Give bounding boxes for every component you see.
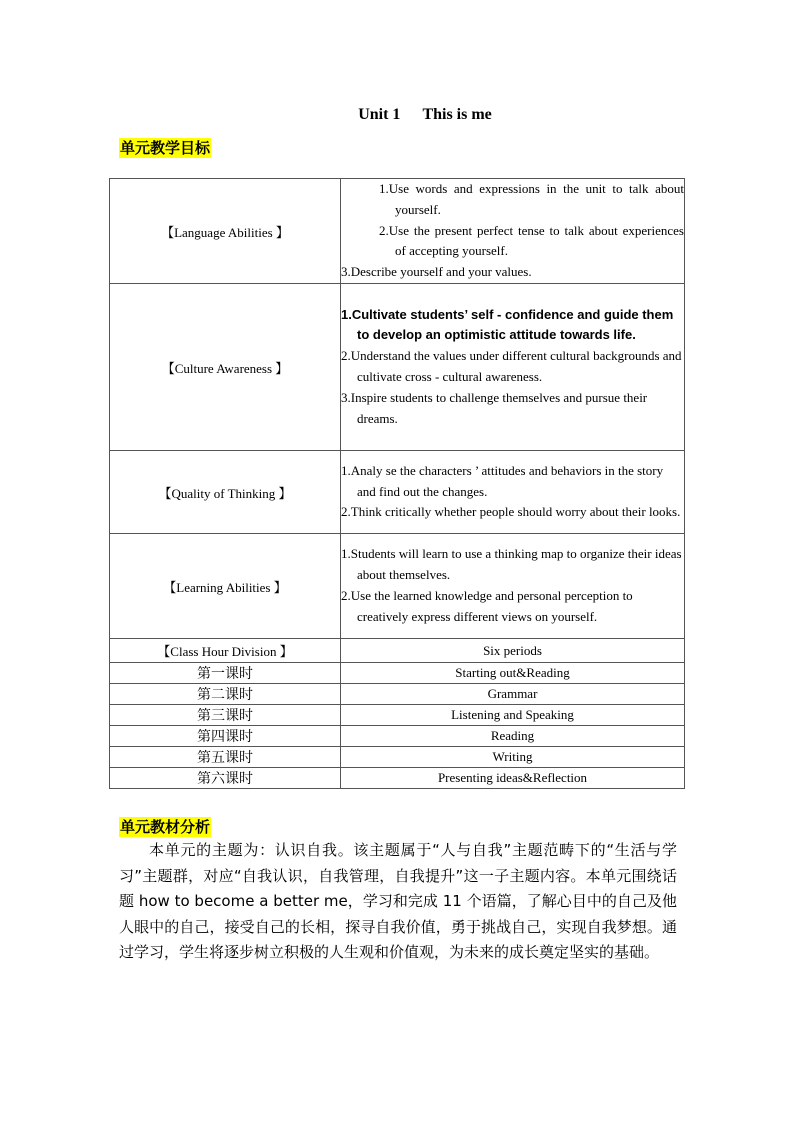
analysis-section: [119, 838, 677, 966]
class-hour-label: 【Class Hour Division 】: [110, 639, 341, 663]
list-item: 2.Think critically whether people should worry about their looks.: [341, 504, 681, 520]
table-row: [110, 726, 685, 747]
period-cell: 第五课时: [110, 747, 341, 768]
objective-label: 【Quality of Thinking 】: [110, 451, 341, 534]
table-row: [110, 534, 685, 639]
class-hour-total: Six periods: [341, 639, 685, 663]
period-cell: 第六课时: [110, 768, 341, 789]
table-row: [110, 284, 685, 451]
page-title: [0, 106, 794, 124]
list-item: 3.Describe yourself and your values.: [341, 264, 532, 280]
table-row: [110, 768, 685, 789]
list-item: 2.Use the present perfect tense to talk about experiences of accepting yourself.: [379, 222, 684, 259]
objective-content: [341, 284, 685, 451]
list-item: 1.Students will learn to use a thinking map to organize their ideas about themselves.: [341, 546, 682, 583]
objective-content: [341, 451, 685, 534]
table-row: [110, 451, 685, 534]
list-item: 3.Inspire students to challenge themselves and pursue their dreams.: [341, 389, 648, 426]
objective-label: 【Learning Abilities 】: [110, 534, 341, 639]
period-content: Grammar: [341, 684, 685, 705]
list-item: 1.Analy se the characters ’ attitudes and behaviors in the story and find out the changes.: [341, 462, 664, 499]
period-cell: 第三课时: [110, 705, 341, 726]
period-cell: 第四课时: [110, 726, 341, 747]
period-content: Presenting ideas&Reflection: [341, 768, 685, 789]
period-content: Starting out&Reading: [341, 663, 685, 684]
table-row: [110, 179, 685, 284]
table-row: [110, 684, 685, 705]
list-item: 2.Understand the values under different cultural backgrounds and cultivate cross - cultural awareness.: [341, 348, 682, 384]
period-cell: 第一课时: [110, 663, 341, 684]
period-content: Listening and Speaking: [341, 705, 685, 726]
unit-number: Unit 1: [358, 106, 401, 123]
list-item: 1.Use words and expressions in the unit to talk about yourself.: [379, 181, 684, 217]
period-cell: 第二课时: [110, 684, 341, 705]
objective-content: [341, 179, 685, 284]
table-row: [110, 747, 685, 768]
objectives-table: [109, 178, 685, 789]
objective-label: 【Language Abilities 】: [110, 179, 341, 284]
table-row: [110, 705, 685, 726]
section-heading-analysis: 单元教材分析: [120, 818, 211, 836]
section-heading-objectives: 单元教学目标: [120, 139, 211, 157]
objective-content: [341, 534, 685, 639]
list-item: 1.Cultivate students’ self - confidence and guide them to develop an optimistic attitude towards life.: [341, 306, 674, 343]
table-row: [110, 663, 685, 684]
unit-name: This is me: [422, 106, 492, 123]
period-content: Reading: [341, 726, 685, 747]
objective-label: 【Culture Awareness 】: [110, 284, 341, 451]
table-row: [110, 639, 685, 663]
list-item: 2.Use the learned knowledge and personal perception to creatively express different views on yourself.: [341, 588, 633, 624]
period-content: Writing: [341, 747, 685, 768]
analysis-paragraph: 本单元的主题为：认识自我。该主题属于“人与自我”主题范畴下的“生活与学习”主题群，对应“自我认识，自我管理，自我提升”这一子主题内容。本单元围绕话题 how to become a better me，学习和完成 11 个语篇，了解心目中的自己及他人眼中的自己，接受自己的长相，探寻自我价值，勇于挑战自己，实现自我梦想。通过学习，学生将逐步树立积极的人生观和价值观，为未来的成长奠定坚实的基础。: [119, 841, 677, 961]
